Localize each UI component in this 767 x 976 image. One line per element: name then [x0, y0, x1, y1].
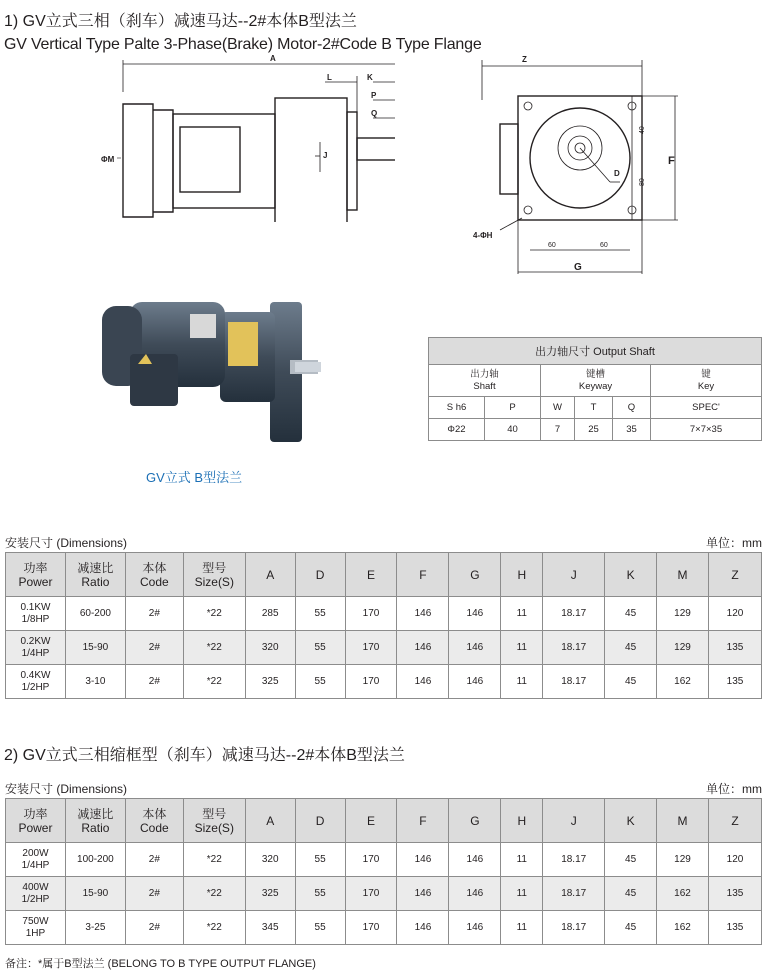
header-j: J — [543, 553, 605, 597]
cell-e: 170 — [345, 597, 397, 631]
cell-j: 18.17 — [543, 877, 605, 911]
val-w: 7 — [541, 419, 575, 441]
table-row — [6, 911, 762, 945]
front-view-drawing — [470, 52, 680, 277]
table-row — [6, 877, 762, 911]
dim-40: 40 — [639, 126, 646, 134]
cell-code: 2# — [125, 843, 183, 877]
cell-a: 345 — [245, 911, 295, 945]
keyway-group: 键槽 Keyway — [541, 365, 651, 397]
dim-80: 80 — [639, 178, 646, 186]
cell-f: 146 — [397, 665, 449, 699]
cell-z: 135 — [708, 911, 761, 945]
cell-d: 55 — [295, 877, 345, 911]
cell-h: 11 — [501, 597, 543, 631]
table-row — [6, 665, 762, 699]
cell-ratio: 15-90 — [65, 631, 125, 665]
label-g: G — [574, 262, 582, 273]
sym-s: S h6 — [429, 397, 485, 419]
cell-f: 146 — [397, 631, 449, 665]
cell-h: 11 — [501, 877, 543, 911]
power-cell: 0.1KW 1/8HP — [6, 597, 66, 631]
cell-m: 162 — [657, 665, 709, 699]
cell-j: 18.17 — [543, 631, 605, 665]
cell-ratio: 60-200 — [65, 597, 125, 631]
dim-60-left: 60 — [548, 242, 556, 249]
header-ratio: 减速比 Ratio — [65, 553, 125, 597]
cell-ratio: 100-200 — [65, 843, 125, 877]
dimensions-table-1 — [5, 552, 762, 699]
cell-f: 146 — [397, 911, 449, 945]
label-z: Z — [522, 55, 527, 64]
cell-h: 11 — [501, 911, 543, 945]
cell-e: 170 — [345, 877, 397, 911]
header-k: K — [605, 553, 657, 597]
cell-d: 55 — [295, 631, 345, 665]
table-row — [6, 597, 762, 631]
sym-p: P — [485, 397, 541, 419]
footnote: 备注：*属于B型法兰 (BELONG TO B TYPE OUTPUT FLANGE) — [5, 958, 316, 970]
dim-60-right: 60 — [600, 242, 608, 249]
cell-f: 146 — [397, 877, 449, 911]
cell-e: 170 — [345, 843, 397, 877]
cell-d: 55 — [295, 665, 345, 699]
header-code: 本体 Code — [125, 799, 183, 843]
header-e: E — [345, 799, 397, 843]
cell-a: 320 — [245, 631, 295, 665]
val-p: 40 — [485, 419, 541, 441]
label-p: P — [371, 91, 377, 100]
cell-g: 146 — [449, 877, 501, 911]
val-t: 25 — [575, 419, 613, 441]
power-cell: 0.4KW 1/2HP — [6, 665, 66, 699]
dims-label-1: 安装尺寸 (Dimensions) — [5, 536, 128, 550]
label-f: F — [668, 155, 675, 167]
label-h: 4-ΦH — [473, 231, 493, 240]
table-row — [6, 843, 762, 877]
cell-size-s-: *22 — [183, 597, 245, 631]
cell-size-s-: *22 — [183, 877, 245, 911]
header-size-s-: 型号 Size(S) — [183, 553, 245, 597]
header-j: J — [543, 799, 605, 843]
section1-title-en: GV Vertical Type Palte 3-Phase(Brake) Motor-2#Code B Type Flange — [4, 36, 482, 53]
header-h: H — [501, 799, 543, 843]
header-m: M — [657, 553, 709, 597]
cell-h: 11 — [501, 665, 543, 699]
unit-label-1: 单位：mm — [706, 536, 762, 550]
sym-spec: SPEC' — [651, 397, 762, 419]
header-ratio: 减速比 Ratio — [65, 799, 125, 843]
cell-d: 55 — [295, 843, 345, 877]
cell-size-s-: *22 — [183, 631, 245, 665]
cell-k: 45 — [605, 597, 657, 631]
label-d: D — [614, 169, 620, 178]
cell-e: 170 — [345, 631, 397, 665]
cell-ratio: 3-10 — [65, 665, 125, 699]
label-m: ΦM — [101, 155, 115, 164]
header-m: M — [657, 799, 709, 843]
header-e: E — [345, 553, 397, 597]
cell-m: 129 — [657, 843, 709, 877]
header-d: D — [295, 799, 345, 843]
header-size-s-: 型号 Size(S) — [183, 799, 245, 843]
cell-z: 135 — [708, 665, 761, 699]
key-group: 键 Key — [651, 365, 762, 397]
cell-code: 2# — [125, 877, 183, 911]
header-g: G — [449, 553, 501, 597]
cell-d: 55 — [295, 597, 345, 631]
cell-code: 2# — [125, 911, 183, 945]
cell-g: 146 — [449, 665, 501, 699]
label-a: A — [270, 54, 276, 63]
header-f: F — [397, 553, 449, 597]
header-f: F — [397, 799, 449, 843]
cell-f: 146 — [397, 597, 449, 631]
cell-m: 129 — [657, 597, 709, 631]
cell-z: 135 — [708, 631, 761, 665]
cell-j: 18.17 — [543, 665, 605, 699]
cell-z: 135 — [708, 877, 761, 911]
cell-m: 162 — [657, 877, 709, 911]
header-d: D — [295, 553, 345, 597]
header-k: K — [605, 799, 657, 843]
cell-e: 170 — [345, 665, 397, 699]
power-cell: 750W 1HP — [6, 911, 66, 945]
cell-k: 45 — [605, 911, 657, 945]
cell-g: 146 — [449, 631, 501, 665]
label-l: L — [327, 73, 332, 82]
header-z: Z — [708, 799, 761, 843]
table-row — [6, 631, 762, 665]
sym-t: T — [575, 397, 613, 419]
cell-z: 120 — [708, 597, 761, 631]
cell-size-s-: *22 — [183, 665, 245, 699]
header-g: G — [449, 799, 501, 843]
cell-z: 120 — [708, 843, 761, 877]
val-q: 35 — [613, 419, 651, 441]
cell-m: 129 — [657, 631, 709, 665]
cell-k: 45 — [605, 877, 657, 911]
dimensions-table-2 — [5, 798, 762, 945]
label-q: Q — [371, 109, 378, 118]
sym-q: Q — [613, 397, 651, 419]
header-power: 功率 Power — [6, 553, 66, 597]
shaft-table-title: 出力轴尺寸 Output Shaft — [429, 338, 762, 365]
cell-size-s-: *22 — [183, 911, 245, 945]
header-power: 功率 Power — [6, 799, 66, 843]
dims-label-2: 安装尺寸 (Dimensions) — [5, 782, 128, 796]
val-spec: 7×7×35 — [651, 419, 762, 441]
cell-g: 146 — [449, 843, 501, 877]
section2-title-cn: 2) GV立式三相缩框型（刹车）减速马达--2#本体B型法兰 — [4, 747, 405, 764]
cell-k: 45 — [605, 665, 657, 699]
cell-j: 18.17 — [543, 597, 605, 631]
cell-a: 325 — [245, 877, 295, 911]
cell-j: 18.17 — [543, 843, 605, 877]
label-k: K — [367, 73, 373, 82]
cell-j: 18.17 — [543, 911, 605, 945]
label-j: J — [323, 151, 328, 160]
cell-ratio: 15-90 — [65, 877, 125, 911]
cell-g: 146 — [449, 597, 501, 631]
header-z: Z — [708, 553, 761, 597]
cell-k: 45 — [605, 631, 657, 665]
cell-g: 146 — [449, 911, 501, 945]
cell-ratio: 3-25 — [65, 911, 125, 945]
cell-e: 170 — [345, 911, 397, 945]
header-a: A — [245, 553, 295, 597]
power-cell: 200W 1/4HP — [6, 843, 66, 877]
header-a: A — [245, 799, 295, 843]
cell-code: 2# — [125, 597, 183, 631]
header-code: 本体 Code — [125, 553, 183, 597]
cell-h: 11 — [501, 843, 543, 877]
cell-code: 2# — [125, 665, 183, 699]
cell-k: 45 — [605, 843, 657, 877]
shaft-group: 出力轴 Shaft — [429, 365, 541, 397]
photo-caption: GV立式 B型法兰 — [146, 470, 243, 485]
side-view-drawing — [95, 52, 395, 222]
header-h: H — [501, 553, 543, 597]
section1-title-cn: 1) GV立式三相（刹车）减速马达--2#本体B型法兰 — [4, 13, 357, 30]
cell-size-s-: *22 — [183, 843, 245, 877]
cell-a: 320 — [245, 843, 295, 877]
cell-d: 55 — [295, 911, 345, 945]
power-cell: 400W 1/2HP — [6, 877, 66, 911]
cell-m: 162 — [657, 911, 709, 945]
sym-w: W — [541, 397, 575, 419]
power-cell: 0.2KW 1/4HP — [6, 631, 66, 665]
motor-photo — [90, 292, 330, 452]
cell-a: 325 — [245, 665, 295, 699]
cell-f: 146 — [397, 843, 449, 877]
cell-a: 285 — [245, 597, 295, 631]
output-shaft-table — [428, 337, 762, 441]
cell-code: 2# — [125, 631, 183, 665]
val-s: Φ22 — [429, 419, 485, 441]
unit-label-2: 单位：mm — [706, 782, 762, 796]
cell-h: 11 — [501, 631, 543, 665]
